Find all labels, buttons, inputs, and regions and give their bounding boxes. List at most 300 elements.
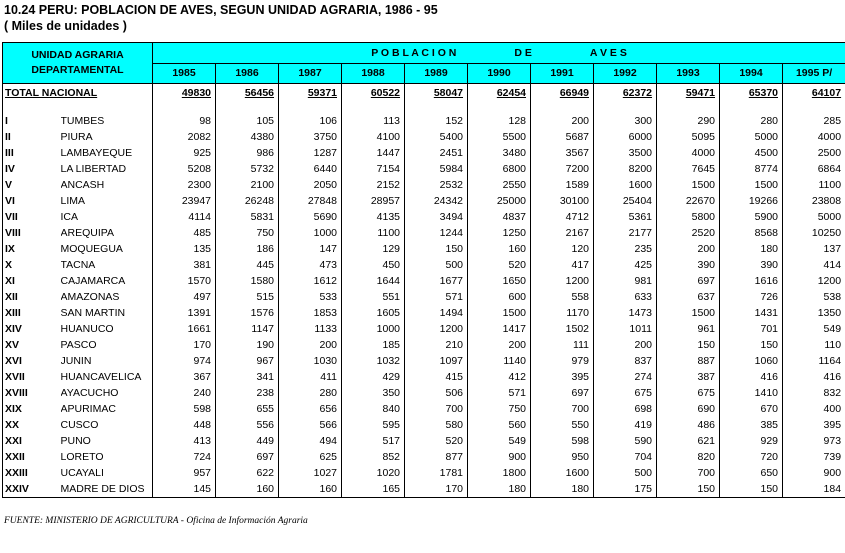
row-value: 1020 (342, 465, 405, 481)
row-value: 180 (531, 481, 594, 498)
row-value: 655 (216, 401, 279, 417)
table-row (3, 129, 845, 145)
table-row (3, 481, 845, 498)
row-value: 145 (153, 481, 216, 498)
row-value: 1781 (405, 465, 468, 481)
row-value: 1431 (720, 305, 783, 321)
row-value: 690 (657, 401, 720, 417)
row-value: 473 (279, 257, 342, 273)
total-value: 62372 (594, 84, 657, 103)
row-value: 1600 (594, 177, 657, 193)
row-value: 6800 (468, 161, 531, 177)
poblacion-aves-table (2, 42, 845, 498)
row-value: 381 (153, 257, 216, 273)
year-header-cell: 1992 (594, 63, 657, 84)
row-value: 974 (153, 353, 216, 369)
dept-header-line2: DEPARTAMENTAL (31, 64, 124, 76)
table-row (3, 273, 845, 289)
row-value: 152 (405, 113, 468, 129)
row-roman-numeral: XXII (3, 449, 61, 465)
spacer-cell (657, 102, 720, 113)
row-value: 500 (405, 257, 468, 273)
year-header-cell: 1988 (342, 63, 405, 84)
row-department-name: UCAYALI (61, 465, 153, 481)
row-value: 5732 (216, 161, 279, 177)
row-value: 1612 (279, 273, 342, 289)
row-value: 1100 (342, 225, 405, 241)
spacer-cell (783, 102, 845, 113)
row-value: 1677 (405, 273, 468, 289)
row-roman-numeral: II (3, 129, 61, 145)
row-value: 113 (342, 113, 405, 129)
row-value: 30100 (531, 193, 594, 209)
row-value: 200 (279, 337, 342, 353)
row-value: 726 (720, 289, 783, 305)
spacer-cell (279, 102, 342, 113)
spacer-cell (720, 102, 783, 113)
table-row (3, 401, 845, 417)
row-value: 200 (468, 337, 531, 353)
row-roman-numeral: VII (3, 209, 61, 225)
row-roman-numeral: X (3, 257, 61, 273)
row-value: 1287 (279, 145, 342, 161)
table-row (3, 385, 845, 401)
row-roman-numeral: IV (3, 161, 61, 177)
row-value: 4114 (153, 209, 216, 225)
row-value: 400 (783, 401, 845, 417)
row-value: 1580 (216, 273, 279, 289)
row-roman-numeral: XXI (3, 433, 61, 449)
table-row (3, 209, 845, 225)
poblacion-word: P O B L A C I O N (371, 46, 457, 59)
row-value: 5831 (216, 209, 279, 225)
row-value: 1616 (720, 273, 783, 289)
row-value: 739 (783, 449, 845, 465)
row-value: 147 (279, 241, 342, 257)
row-value: 160 (216, 481, 279, 498)
row-value: 1100 (783, 177, 845, 193)
row-value: 128 (468, 113, 531, 129)
dept-header-cell (3, 43, 153, 84)
row-value: 3750 (279, 129, 342, 145)
row-value: 280 (279, 385, 342, 401)
row-value: 820 (657, 449, 720, 465)
row-value: 350 (342, 385, 405, 401)
row-value: 580 (405, 417, 468, 433)
poblacion-header-cell (153, 43, 845, 64)
year-header-cell: 1989 (405, 63, 468, 84)
year-header-cell: 1987 (279, 63, 342, 84)
table-row (3, 161, 845, 177)
row-value: 1027 (279, 465, 342, 481)
row-roman-numeral: XI (3, 273, 61, 289)
row-value: 957 (153, 465, 216, 481)
row-value: 280 (720, 113, 783, 129)
row-value: 413 (153, 433, 216, 449)
year-header-cell: 1991 (531, 63, 594, 84)
row-value: 1200 (783, 273, 845, 289)
table-row (3, 433, 845, 449)
row-value: 6000 (594, 129, 657, 145)
row-value: 571 (468, 385, 531, 401)
table-row (3, 145, 845, 161)
row-value: 961 (657, 321, 720, 337)
row-value: 150 (720, 337, 783, 353)
row-value: 697 (531, 385, 594, 401)
table-row (3, 321, 845, 337)
row-department-name: ICA (61, 209, 153, 225)
row-value: 416 (783, 369, 845, 385)
row-value: 837 (594, 353, 657, 369)
row-roman-numeral: VI (3, 193, 61, 209)
row-value: 1250 (468, 225, 531, 241)
row-value: 1000 (342, 321, 405, 337)
row-value: 300 (594, 113, 657, 129)
row-value: 967 (216, 353, 279, 369)
row-value: 925 (153, 145, 216, 161)
row-department-name: AYACUCHO (61, 385, 153, 401)
table-row (3, 465, 845, 481)
row-value: 1133 (279, 321, 342, 337)
row-value: 1800 (468, 465, 531, 481)
row-value: 625 (279, 449, 342, 465)
row-value: 551 (342, 289, 405, 305)
row-value: 622 (216, 465, 279, 481)
year-header-cell: 1985 (153, 63, 216, 84)
row-roman-numeral: VIII (3, 225, 61, 241)
row-value: 8200 (594, 161, 657, 177)
row-value: 750 (468, 401, 531, 417)
row-value: 1473 (594, 305, 657, 321)
row-department-name: JUNIN (61, 353, 153, 369)
year-header-cell: 1994 (720, 63, 783, 84)
row-department-name: LIMA (61, 193, 153, 209)
row-department-name: LA LIBERTAD (61, 161, 153, 177)
row-value: 558 (531, 289, 594, 305)
row-value: 506 (405, 385, 468, 401)
row-value: 24342 (405, 193, 468, 209)
row-roman-numeral: XXIII (3, 465, 61, 481)
row-value: 390 (657, 257, 720, 273)
row-value: 150 (657, 481, 720, 498)
row-value: 23808 (783, 193, 845, 209)
row-value: 1500 (720, 177, 783, 193)
row-value: 598 (153, 401, 216, 417)
row-value: 549 (783, 321, 845, 337)
row-roman-numeral: XIX (3, 401, 61, 417)
row-value: 184 (783, 481, 845, 498)
row-value: 3480 (468, 145, 531, 161)
row-value: 1164 (783, 353, 845, 369)
row-department-name: PIURA (61, 129, 153, 145)
row-value: 697 (216, 449, 279, 465)
row-value: 180 (468, 481, 531, 498)
row-value: 120 (531, 241, 594, 257)
row-value: 5800 (657, 209, 720, 225)
row-value: 556 (216, 417, 279, 433)
row-value: 2050 (279, 177, 342, 193)
row-value: 1140 (468, 353, 531, 369)
row-department-name: SAN MARTIN (61, 305, 153, 321)
row-value: 390 (720, 257, 783, 273)
row-value: 979 (531, 353, 594, 369)
row-value: 486 (657, 417, 720, 433)
row-roman-numeral: XVIII (3, 385, 61, 401)
year-header-cell: 1995 P/ (783, 63, 845, 84)
row-value: 185 (342, 337, 405, 353)
row-value: 1661 (153, 321, 216, 337)
row-value: 4100 (342, 129, 405, 145)
row-value: 395 (531, 369, 594, 385)
row-value: 6440 (279, 161, 342, 177)
row-value: 698 (594, 401, 657, 417)
row-value: 2500 (783, 145, 845, 161)
row-department-name: TACNA (61, 257, 153, 273)
row-value: 290 (657, 113, 720, 129)
row-value: 449 (216, 433, 279, 449)
row-value: 200 (594, 337, 657, 353)
row-value: 3567 (531, 145, 594, 161)
spacer-cell (153, 102, 216, 113)
row-value: 1417 (468, 321, 531, 337)
row-value: 170 (153, 337, 216, 353)
row-value: 1600 (531, 465, 594, 481)
row-value: 23947 (153, 193, 216, 209)
row-value: 129 (342, 241, 405, 257)
row-value: 27848 (279, 193, 342, 209)
total-value: 60522 (342, 84, 405, 103)
spacer-cell (531, 102, 594, 113)
row-value: 2100 (216, 177, 279, 193)
row-value: 1350 (783, 305, 845, 321)
row-value: 500 (594, 465, 657, 481)
row-value: 285 (783, 113, 845, 129)
row-value: 5984 (405, 161, 468, 177)
row-value: 1500 (468, 305, 531, 321)
dept-header-line1: UNIDAD AGRARIA (31, 49, 124, 61)
year-header-cell: 1990 (468, 63, 531, 84)
row-value: 180 (720, 241, 783, 257)
row-value: 415 (405, 369, 468, 385)
row-value: 1244 (405, 225, 468, 241)
row-roman-numeral: XVII (3, 369, 61, 385)
table-row (3, 337, 845, 353)
row-value: 22670 (657, 193, 720, 209)
year-header-cell: 1993 (657, 63, 720, 84)
total-row (3, 84, 845, 103)
row-roman-numeral: III (3, 145, 61, 161)
row-department-name: AMAZONAS (61, 289, 153, 305)
total-value: 49830 (153, 84, 216, 103)
aves-word: A V E S (589, 46, 627, 59)
row-department-name: LAMBAYEQUE (61, 145, 153, 161)
row-department-name: HUANCAVELICA (61, 369, 153, 385)
row-value: 566 (279, 417, 342, 433)
row-value: 571 (405, 289, 468, 305)
spacer-cell (405, 102, 468, 113)
row-value: 1576 (216, 305, 279, 321)
row-department-name: ANCASH (61, 177, 153, 193)
row-value: 1502 (531, 321, 594, 337)
row-value: 8568 (720, 225, 783, 241)
total-value: 62454 (468, 84, 531, 103)
table-row (3, 369, 845, 385)
table-row (3, 193, 845, 209)
row-value: 538 (783, 289, 845, 305)
row-value: 981 (594, 273, 657, 289)
row-value: 5095 (657, 129, 720, 145)
row-value: 1147 (216, 321, 279, 337)
row-value: 656 (279, 401, 342, 417)
row-value: 2177 (594, 225, 657, 241)
spacer-cell (468, 102, 531, 113)
row-value: 533 (279, 289, 342, 305)
row-value: 700 (657, 465, 720, 481)
row-value: 5690 (279, 209, 342, 225)
row-value: 240 (153, 385, 216, 401)
table-row (3, 417, 845, 433)
row-value: 595 (342, 417, 405, 433)
row-value: 186 (216, 241, 279, 257)
row-value: 1000 (279, 225, 342, 241)
spacer-row (3, 102, 845, 113)
row-value: 720 (720, 449, 783, 465)
table-subtitle: ( Miles de unidades ) (4, 19, 127, 33)
row-value: 2082 (153, 129, 216, 145)
row-value: 26248 (216, 193, 279, 209)
row-value: 840 (342, 401, 405, 417)
row-value: 650 (720, 465, 783, 481)
row-value: 414 (783, 257, 845, 273)
table-body (3, 84, 845, 498)
row-value: 387 (657, 369, 720, 385)
row-value: 1605 (342, 305, 405, 321)
table-title: 10.24 PERU: POBLACION DE AVES, SEGUN UNIDAD AGRARIA, 1986 - 95 (4, 3, 438, 17)
row-value: 700 (531, 401, 594, 417)
row-value: 106 (279, 113, 342, 129)
row-value: 160 (279, 481, 342, 498)
row-value: 2550 (468, 177, 531, 193)
row-value: 675 (657, 385, 720, 401)
row-value: 3500 (594, 145, 657, 161)
total-label: TOTAL NACIONAL (3, 84, 153, 103)
row-value: 2300 (153, 177, 216, 193)
row-value: 1500 (657, 305, 720, 321)
row-value: 633 (594, 289, 657, 305)
row-roman-numeral: XII (3, 289, 61, 305)
row-value: 1097 (405, 353, 468, 369)
row-value: 3494 (405, 209, 468, 225)
row-value: 448 (153, 417, 216, 433)
row-value: 150 (657, 337, 720, 353)
row-value: 98 (153, 113, 216, 129)
total-value: 58047 (405, 84, 468, 103)
row-value: 1570 (153, 273, 216, 289)
row-value: 637 (657, 289, 720, 305)
row-value: 445 (216, 257, 279, 273)
row-value: 417 (531, 257, 594, 273)
row-department-name: MADRE DE DIOS (61, 481, 153, 498)
row-value: 150 (720, 481, 783, 498)
row-value: 560 (468, 417, 531, 433)
row-value: 367 (153, 369, 216, 385)
row-value: 4837 (468, 209, 531, 225)
row-roman-numeral: IX (3, 241, 61, 257)
row-value: 10250 (783, 225, 845, 241)
row-value: 485 (153, 225, 216, 241)
row-value: 8774 (720, 161, 783, 177)
row-value: 1500 (657, 177, 720, 193)
row-value: 137 (783, 241, 845, 257)
row-value: 25404 (594, 193, 657, 209)
table-row (3, 353, 845, 369)
row-value: 1200 (405, 321, 468, 337)
total-value: 59471 (657, 84, 720, 103)
row-value: 1030 (279, 353, 342, 369)
row-value: 517 (342, 433, 405, 449)
row-value: 341 (216, 369, 279, 385)
row-value: 105 (216, 113, 279, 129)
row-department-name: HUANUCO (61, 321, 153, 337)
row-value: 550 (531, 417, 594, 433)
row-value: 520 (405, 433, 468, 449)
row-value: 549 (468, 433, 531, 449)
row-value: 210 (405, 337, 468, 353)
row-value: 4000 (783, 129, 845, 145)
row-value: 600 (468, 289, 531, 305)
row-value: 170 (405, 481, 468, 498)
row-value: 621 (657, 433, 720, 449)
row-department-name: CUSCO (61, 417, 153, 433)
row-roman-numeral: XVI (3, 353, 61, 369)
row-value: 701 (720, 321, 783, 337)
year-header-cell: 1986 (216, 63, 279, 84)
row-value: 200 (531, 113, 594, 129)
row-value: 235 (594, 241, 657, 257)
data-table-container (2, 42, 843, 513)
row-value: 5361 (594, 209, 657, 225)
row-value: 135 (153, 241, 216, 257)
row-value: 429 (342, 369, 405, 385)
row-value: 4380 (216, 129, 279, 145)
row-value: 28957 (342, 193, 405, 209)
row-roman-numeral: XV (3, 337, 61, 353)
row-value: 5900 (720, 209, 783, 225)
row-value: 5000 (720, 129, 783, 145)
total-value: 64107 (783, 84, 845, 103)
row-value: 1589 (531, 177, 594, 193)
row-value: 416 (720, 369, 783, 385)
row-value: 1032 (342, 353, 405, 369)
row-value: 412 (468, 369, 531, 385)
row-value: 724 (153, 449, 216, 465)
row-value: 175 (594, 481, 657, 498)
row-value: 200 (657, 241, 720, 257)
row-value: 900 (783, 465, 845, 481)
total-value: 66949 (531, 84, 594, 103)
row-value: 950 (531, 449, 594, 465)
row-department-name: APURIMAC (61, 401, 153, 417)
row-value: 520 (468, 257, 531, 273)
row-value: 1011 (594, 321, 657, 337)
row-value: 497 (153, 289, 216, 305)
row-value: 4000 (657, 145, 720, 161)
row-roman-numeral: XX (3, 417, 61, 433)
row-value: 411 (279, 369, 342, 385)
table-header (3, 43, 845, 84)
row-value: 1853 (279, 305, 342, 321)
row-value: 4135 (342, 209, 405, 225)
